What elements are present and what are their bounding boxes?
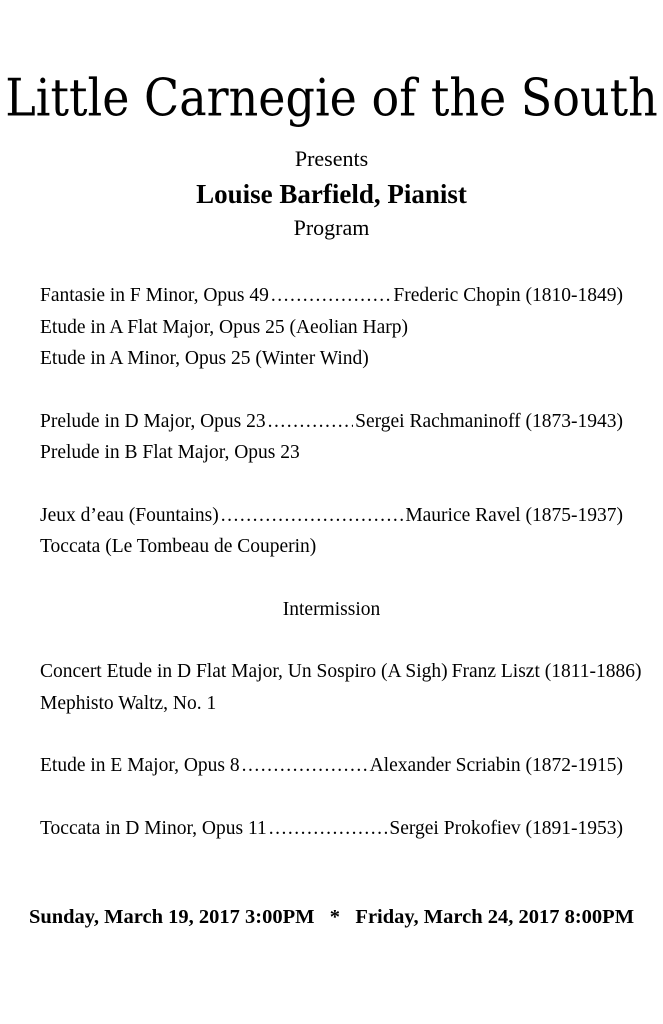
piece-title: Fantasie in F Minor, Opus 49 [40, 285, 269, 307]
composer-name: Frederic Chopin (1810-1849) [393, 285, 623, 307]
program-row [40, 531, 623, 563]
program-heading: Program [293, 215, 370, 241]
program-row [40, 500, 623, 532]
performance-dates: Sunday, March 19, 2017 3:00PM * Friday, March 24, 2017 8:00PM [28, 906, 635, 929]
dot-leader [271, 280, 391, 312]
program-section-chopin [40, 280, 623, 375]
intermission-heading: Intermission [282, 598, 381, 620]
program-row [40, 280, 623, 312]
piece-title: Prelude in B Flat Major, Opus 23 [40, 442, 300, 464]
composer-name: Sergei Prokofiev (1891-1953) [389, 817, 623, 839]
dot-leader [268, 406, 353, 438]
program-row [40, 813, 623, 845]
piece-title: Etude in E Major, Opus 8 [40, 755, 240, 777]
piece-title: Toccata (Le Tombeau de Couperin) [40, 536, 317, 558]
dot-leader [242, 750, 368, 782]
program-section-prokofiev [40, 813, 623, 845]
presents-line: Presents [294, 146, 369, 172]
program-row [40, 688, 623, 720]
piece-title: Etude in A Minor, Opus 25 (Winter Wind) [40, 348, 369, 370]
program-row [40, 437, 623, 469]
program-row [40, 750, 623, 782]
piece-title: Etude in A Flat Major, Opus 25 (Aeolian Harp) [40, 316, 409, 338]
piece-title: Prelude in D Major, Opus 23 [40, 410, 266, 432]
program-row [40, 312, 623, 344]
program-row [40, 343, 623, 375]
program-section-ravel [40, 500, 623, 563]
composer-name: Maurice Ravel (1875-1937) [405, 504, 623, 526]
program-section-liszt [40, 656, 642, 719]
piece-title: Mephisto Waltz, No. 1 [40, 692, 217, 714]
program-section-rachmaninoff [40, 406, 623, 469]
piece-title: Toccata in D Minor, Opus 11 [40, 817, 267, 839]
program-row [40, 406, 623, 438]
dot-leader [221, 500, 404, 532]
composer-name: Sergei Rachmaninoff (1873-1943) [355, 410, 623, 432]
performer-name: Louise Barfield, Pianist [196, 178, 467, 209]
program-list [0, 280, 663, 844]
piece-title: Jeux d’eau (Fountains) [40, 504, 219, 526]
piece-title: Concert Etude in D Flat Major, Un Sospiro (A Sigh) [40, 661, 448, 683]
program-section-scriabin [40, 750, 623, 782]
dot-leader [269, 813, 388, 845]
composer-name: Franz Liszt (1811-1886) [451, 661, 642, 683]
page-title: Little Carnegie of the South [5, 67, 658, 128]
program-row [40, 656, 642, 688]
composer-name: Alexander Scriabin (1872-1915) [369, 755, 623, 777]
